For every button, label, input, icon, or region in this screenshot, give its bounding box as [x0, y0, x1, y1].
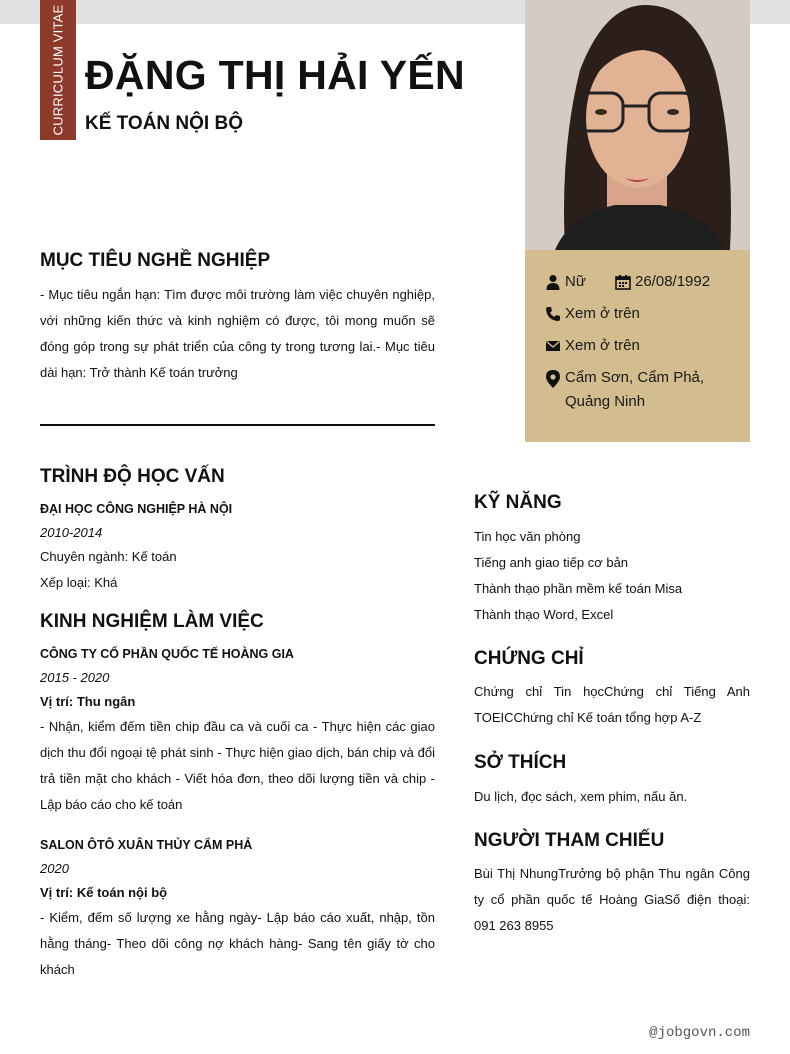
gender-row [545, 270, 586, 294]
phone-icon [545, 306, 561, 322]
profile-photo [525, 0, 750, 250]
envelope-icon [545, 338, 561, 354]
address-row [545, 366, 704, 414]
job-period: 2020 [40, 861, 69, 876]
skills-title: KỸ NĂNG [474, 492, 562, 513]
gender-value: Nữ [565, 273, 586, 290]
curriculum-vitae-tag [40, 0, 76, 140]
person-icon [545, 274, 561, 290]
certificates-title: CHỨNG CHỈ [474, 648, 584, 669]
skill-item: Tiếng anh giao tiếp cơ bản [474, 555, 629, 570]
skill-item: Thành thạo Word, Excel [474, 607, 614, 622]
references-text: Bùi Thị NhungTrưởng bộ phận Thu ngân Công ty cổ phần quốc tế Hoàng GiaSố điện thoại: 091 263 8955 [474, 866, 750, 933]
job-title: KẾ TOÁN NỘI BỘ [85, 113, 243, 134]
email-row [545, 334, 640, 358]
education-major: Chuyên ngành: Kế toán [40, 549, 177, 564]
objective-text: - Mục tiêu ngắn hạn: Tìm được môi trường làm việc chuyên nghiệp, với những kiến thức và kinh nghiệm có được, tôi mong muốn sẽ đóng góp trong sự phát triển của công ty trong tương lai.- Mục tiêu dài hạn: Trở thành Kế toán trưởng [40, 287, 435, 380]
address-line-2: Quảng Ninh [565, 393, 646, 410]
email-value: Xem ở trên [565, 337, 640, 354]
phone-value: Xem ở trên [565, 305, 640, 322]
school-name: ĐẠI HỌC CÔNG NGHIỆP HÀ NỘI [40, 502, 233, 516]
hobbies-text: Du lịch, đọc sách, xem phim, nấu ăn. [474, 789, 688, 804]
education-title: TRÌNH ĐỘ HỌC VẤN [40, 466, 225, 487]
education-grade: Xếp loại: Khá [40, 575, 118, 590]
education-period: 2010-2014 [40, 525, 103, 540]
job-position: Vị trí: Thu ngân [40, 694, 136, 709]
candidate-name: ĐẶNG THỊ HẢI YẾN [85, 52, 465, 98]
birthdate-value: 26/08/1992 [635, 273, 711, 290]
job-company: SALON ÔTÔ XUÂN THỦY CẨM PHẢ [40, 838, 253, 852]
job-description: - Nhận, kiểm đếm tiền chip đầu ca và cuối ca - Thực hiện các giao dịch thu đổi ngoại tệ phát sinh - Thực hiện giao dịch, bán chip và đổi trả tiền mặt cho khách - Viết hóa đơn, theo dõi lượng tiền và chip - Lập báo cáo cho kế toán [40, 719, 435, 812]
job-period: 2015 - 2020 [40, 670, 110, 685]
job-company: CÔNG TY CỔ PHẦN QUỐC TẾ HOÀNG GIA [40, 647, 294, 661]
phone-row [545, 302, 640, 326]
section-divider [40, 424, 435, 426]
footer-watermark: @jobgovn.com [649, 1025, 750, 1041]
vertical-tag-label: CURRICULUM VITAE [50, 4, 66, 136]
contact-info-box [525, 250, 750, 442]
references-title: NGƯỜI THAM CHIẾU [474, 830, 665, 851]
experience-title: KINH NGHIỆM LÀM VIỆC [40, 611, 264, 632]
calendar-icon [615, 274, 631, 290]
objective-title: MỤC TIÊU NGHỀ NGHIỆP [40, 250, 271, 271]
hobbies-title: SỞ THÍCH [474, 752, 567, 773]
address-line-1: Cẩm Sơn, Cẩm Phả, [565, 369, 705, 386]
skill-item: Tin học văn phòng [474, 529, 581, 544]
job-position: Vị trí: Kế toán nội bộ [40, 885, 168, 900]
certificates-text: Chứng chỉ Tin họcChứng chỉ Tiếng Anh TOEICChứng chỉ Kế toán tổng hợp A-Z [474, 684, 750, 725]
location-pin-icon [545, 370, 561, 388]
skill-item: Thành thạo phần mềm kế toán Misa [474, 581, 683, 596]
birthdate-row [615, 270, 710, 294]
job-description: - Kiểm, đếm số lượng xe hằng ngày- Lập báo cáo xuất, nhập, tồn hằng tháng- Theo dõi công nợ khách hàng- Sang tên giấy tờ cho khách [40, 910, 435, 977]
